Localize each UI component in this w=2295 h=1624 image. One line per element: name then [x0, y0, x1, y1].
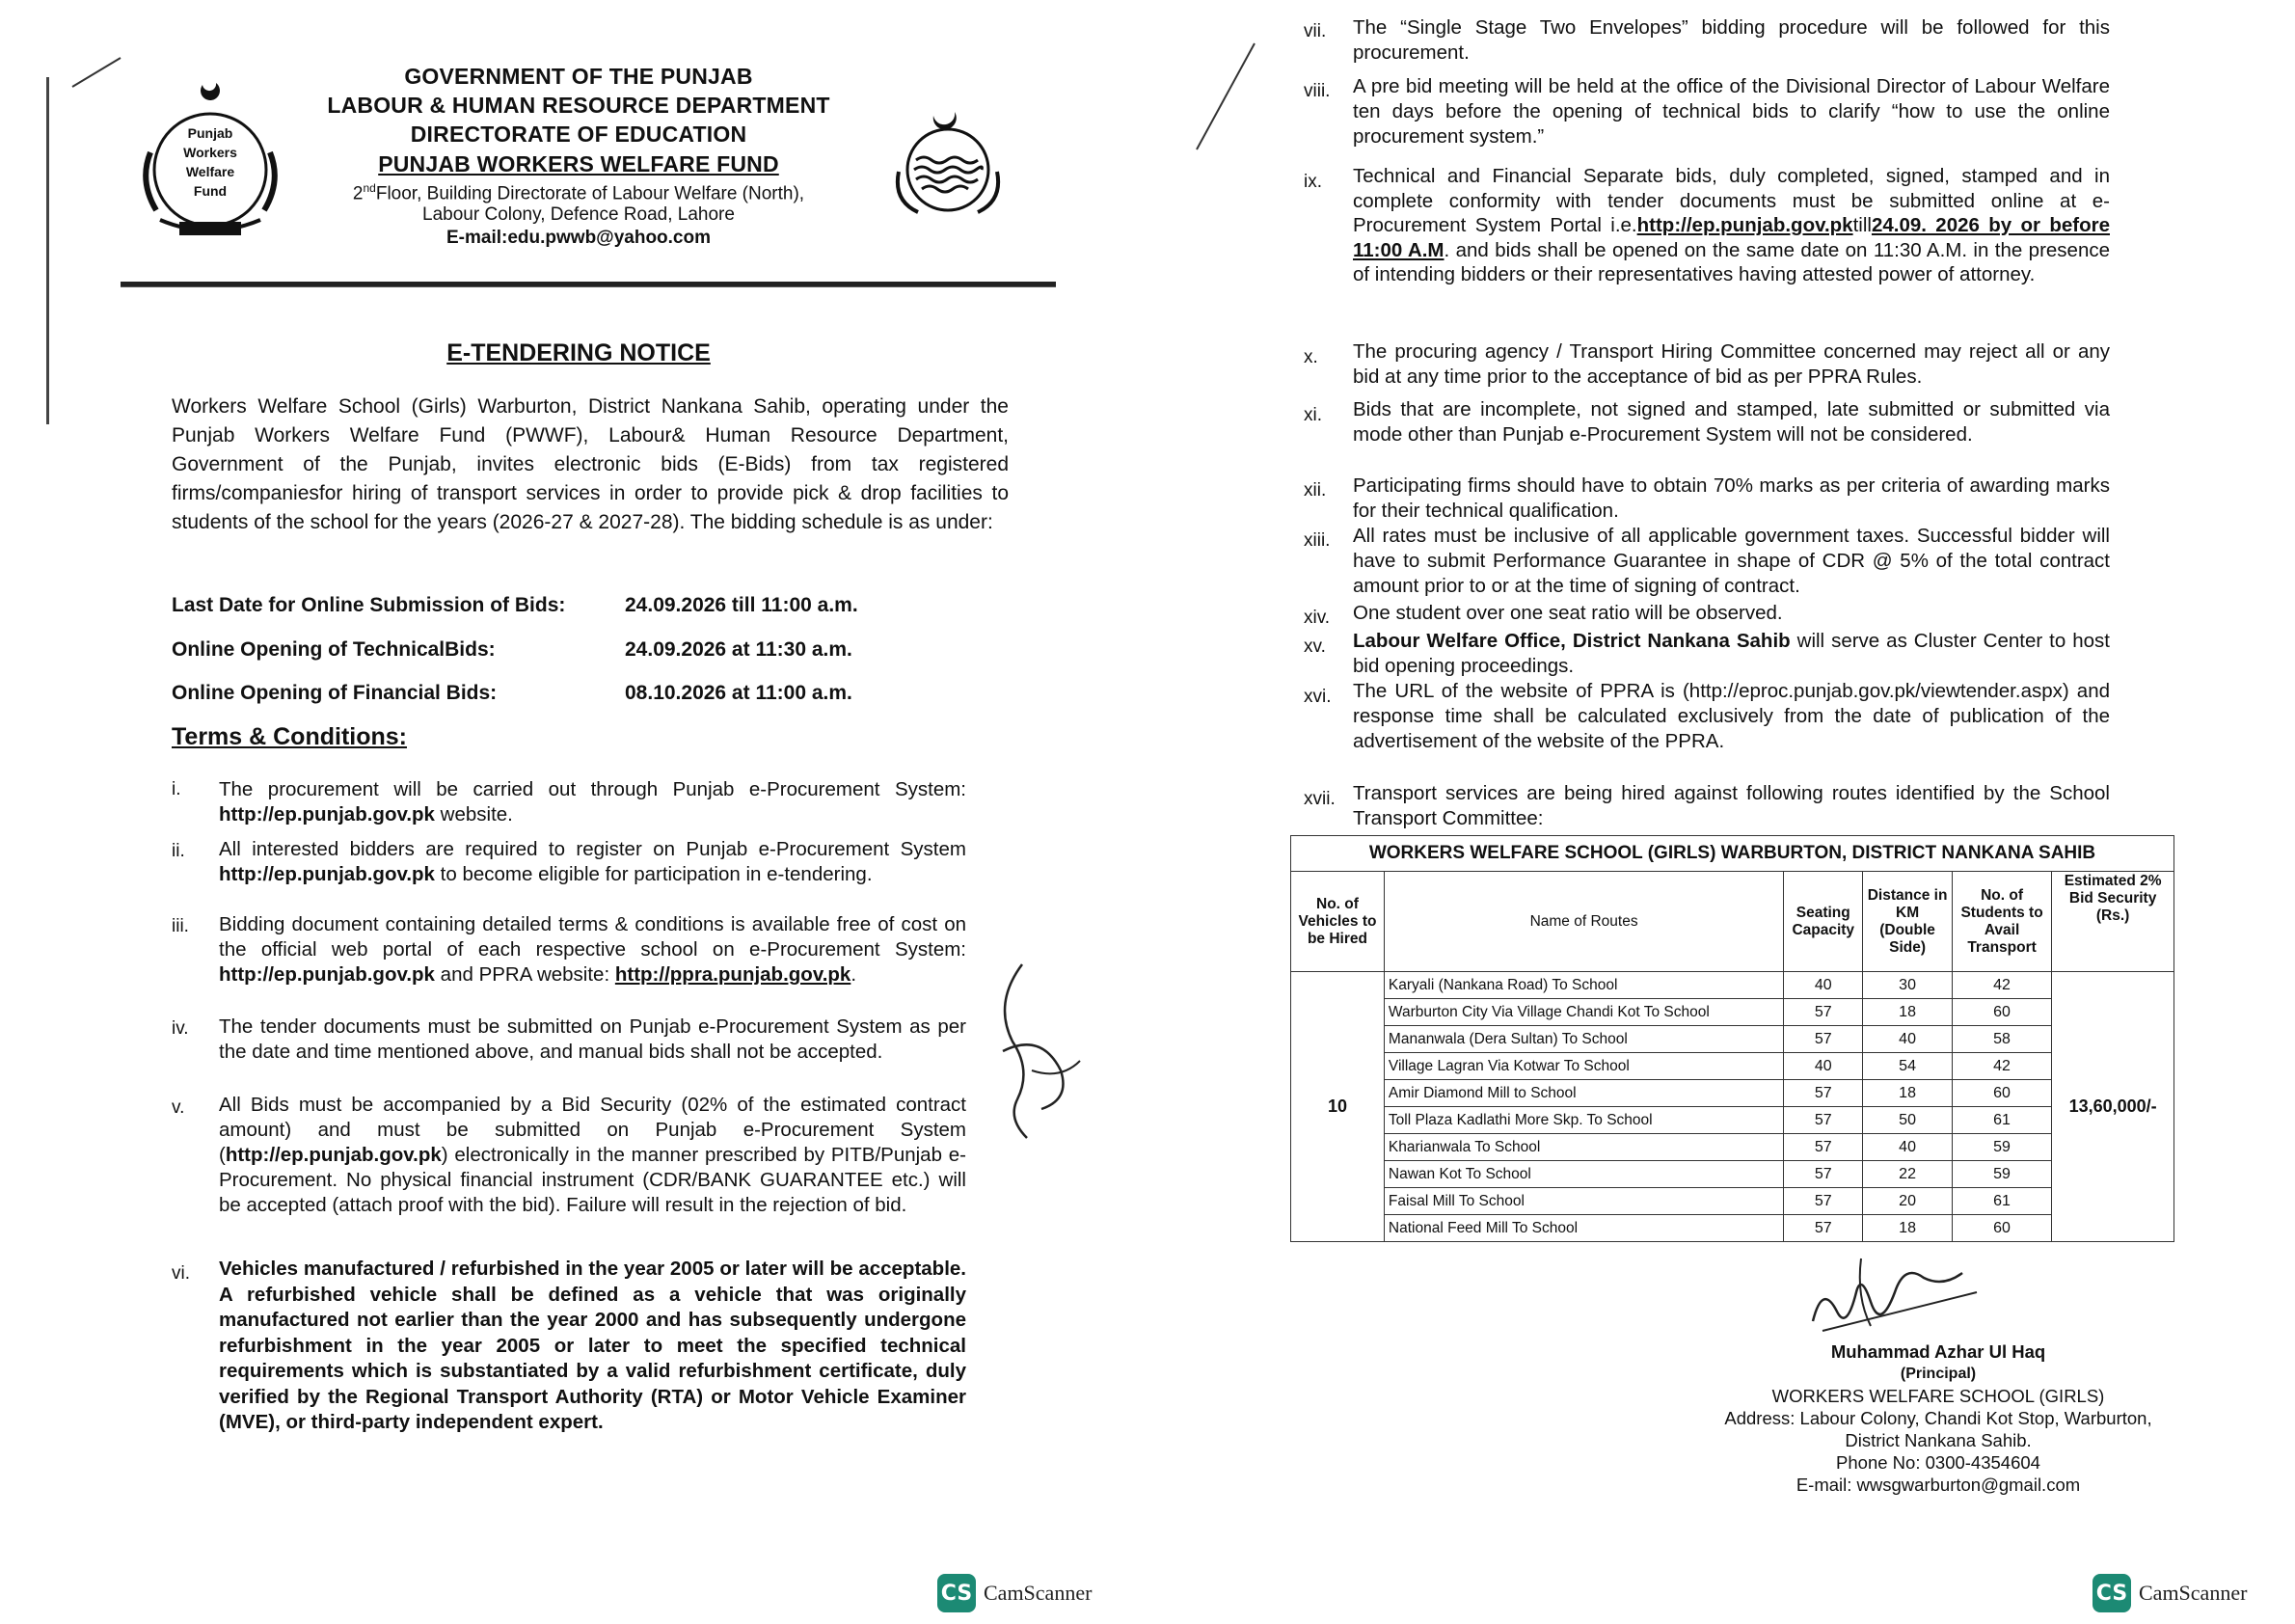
- cell-seats: 40: [1784, 972, 1863, 999]
- table-row: [1291, 1188, 2174, 1215]
- cell-route: Nawan Kot To School: [1384, 1161, 1783, 1188]
- header-address-line1: 2ndFloor, Building Directorate of Labour Welfare (North),: [352, 181, 805, 204]
- ep-link[interactable]: http://ep.punjab.gov.pk: [219, 963, 435, 986]
- camscanner-text: CamScanner: [984, 1581, 1093, 1605]
- cell-students: 61: [1952, 1107, 2051, 1134]
- cell-km: 30: [1863, 972, 1953, 999]
- col-header-seating: Seating Capacity: [1784, 872, 1863, 972]
- cell-km: 18: [1863, 1080, 1953, 1107]
- table-row: [1291, 972, 2174, 999]
- term-number: i.: [172, 779, 181, 799]
- table-title: WORKERS WELFARE SCHOOL (GIRLS) WARBURTON, DISTRICT NANKANA SAHIB: [1291, 836, 2174, 872]
- header-fund: PUNJAB WORKERS WELFARE FUND: [378, 151, 779, 176]
- ep-link[interactable]: http://ep.punjab.gov.pk: [219, 803, 435, 826]
- schedule-label: Online Opening of TechnicalBids:: [172, 638, 496, 661]
- term-number: xv.: [1304, 636, 1326, 657]
- table-row: [1291, 1080, 2174, 1107]
- terms-title: Terms & Conditions:: [172, 723, 407, 750]
- term-number: v.: [172, 1097, 185, 1118]
- cell-seats: 57: [1784, 1161, 1863, 1188]
- signatory-email: E-mail: wwsgwarburton@gmail.com: [1796, 1475, 2081, 1495]
- schedule-value: 24.09.2026 at 11:30 a.m.: [625, 638, 852, 661]
- table-row: [1291, 1161, 2174, 1188]
- schedule-value: 24.09.2026 till 11:00 a.m.: [625, 594, 858, 616]
- col-header-security: Estimated 2% Bid Security (Rs.): [2052, 872, 2174, 972]
- signatory-address-line2: District Nankana Sahib.: [1845, 1430, 2032, 1450]
- cell-students: 58: [1952, 1026, 2051, 1053]
- routes-table: [1290, 835, 2174, 1242]
- header-divider: [121, 282, 1056, 287]
- term-number: xvi.: [1304, 687, 1332, 707]
- camscanner-text: CamScanner: [2139, 1581, 2248, 1605]
- cell-seats: 57: [1784, 1215, 1863, 1242]
- cell-route: Village Lagran Via Kotwar To School: [1384, 1053, 1783, 1080]
- cell-seats: 57: [1784, 1188, 1863, 1215]
- schedule-row: [172, 682, 852, 705]
- logo-text-workers: Workers: [183, 145, 237, 160]
- signatory-org: WORKERS WELFARE SCHOOL (GIRLS): [1771, 1386, 2105, 1406]
- cell-security: 13,60,000/-: [2052, 972, 2174, 1242]
- cell-km: 18: [1863, 1215, 1953, 1242]
- term-vii: The “Single Stage Two Envelopes” bidding procedure will be followed for this procurement.: [1353, 16, 2110, 64]
- term-xv: Labour Welfare Office, District Nankana Sahib will serve as Cluster Center to host bid opening proceedings.: [1353, 630, 2110, 677]
- term-number: xii.: [1304, 480, 1327, 501]
- term-number: xiv.: [1304, 608, 1331, 628]
- term-xi: Bids that are incomplete, not signed and stamped, late submitted or submitted via mode other than Punjab e-Procurement System will not be considered.: [1353, 398, 2110, 446]
- handwritten-initials-mark: [984, 955, 1090, 1157]
- term-number: xi.: [1304, 405, 1322, 425]
- term-number: ii.: [172, 841, 185, 861]
- signatory-address-line1: Address: Labour Colony, Chandi Kot Stop, Warburton,: [1724, 1408, 2152, 1428]
- cell-seats: 40: [1784, 1053, 1863, 1080]
- table-row: [1291, 1215, 2174, 1242]
- notice-title: E-TENDERING NOTICE: [446, 339, 711, 366]
- cell-km: 54: [1863, 1053, 1953, 1080]
- term-number: iv.: [172, 1018, 189, 1039]
- table-row: [1291, 1107, 2174, 1134]
- table-row: [1291, 999, 2174, 1026]
- cell-students: 60: [1952, 1080, 2051, 1107]
- cell-seats: 57: [1784, 999, 1863, 1026]
- term-number: iii.: [172, 916, 189, 936]
- header-address-line2: Labour Colony, Defence Road, Lahore: [422, 204, 735, 225]
- cell-route: Toll Plaza Kadlathi More Skp. To School: [1384, 1107, 1783, 1134]
- col-header-vehicles: No. of Vehicles to be Hired: [1291, 872, 1385, 972]
- ppra-link[interactable]: http://ppra.punjab.gov.pk: [614, 963, 851, 986]
- ep-link[interactable]: http://ep.punjab.gov.pk: [219, 863, 435, 885]
- left-page: [0, 0, 1119, 1624]
- cell-route: Warburton City Via Village Chandi Kot To School: [1384, 999, 1783, 1026]
- term-number: vi.: [172, 1263, 190, 1284]
- handwritten-signature-mark: [1803, 1254, 1996, 1340]
- col-header-routes: Name of Routes: [1384, 872, 1783, 972]
- cell-km: 22: [1863, 1161, 1953, 1188]
- signatory-name: Muhammad Azhar Ul Haq: [1830, 1341, 2046, 1362]
- schedule-label: Online Opening of Financial Bids:: [172, 682, 498, 704]
- logo-text-punjab: Punjab: [187, 125, 233, 141]
- scan-edge-line: [46, 77, 49, 424]
- cell-vehicles: 10: [1291, 972, 1385, 1242]
- cell-route: Karyali (Nankana Road) To School: [1384, 972, 1783, 999]
- term-x: The procuring agency / Transport Hiring Committee concerned may reject all or any bid at any time prior to the acceptance of bid as per PPRA Rules.: [1353, 340, 2110, 388]
- camscanner-watermark: [937, 1574, 1092, 1612]
- term-number: viii.: [1304, 81, 1331, 101]
- camscanner-watermark: [2092, 1574, 2247, 1612]
- term-xii: Participating firms should have to obtain 70% marks as per criteria of awarding marks for their technical qualification.: [1353, 474, 2110, 522]
- header-email: E-mail:edu.pwwb@yahoo.com: [446, 228, 711, 248]
- term-xvi: The URL of the website of PPRA is (http://eproc.punjab.gov.pk/viewtender.aspx) and response time shall be calculated exclusively from the date of publication of the advertisement of the website of the PPRA.: [1353, 680, 2110, 752]
- term-v: All Bids must be accompanied by a Bid Security (02% of the estimated contract amount) and must be submitted on Punjab e-Procurement System (http://ep.punjab.gov.pk) electronically in the manner prescribed by PITB/Punjab e-Procurement. No physical financial instrument (CDR/BANK GUARANTEE etc.) will be accepted (attach proof with the bid). Failure will result in the rejection of bid.: [219, 1094, 966, 1216]
- header-directorate: DIRECTORATE OF EDUCATION: [410, 122, 747, 147]
- cell-seats: 57: [1784, 1107, 1863, 1134]
- cell-students: 59: [1952, 1134, 2051, 1161]
- cell-students: 60: [1952, 999, 2051, 1026]
- term-iii: Bidding document containing detailed terms & conditions is available free of cost on the official web portal of each respective school on e-Procurement System: http://ep.punjab.gov.pk and PPRA website: http://ppra.punjab.gov.pk.: [219, 913, 966, 986]
- logo-text-fund: Fund: [193, 183, 228, 199]
- cell-students: 60: [1952, 1215, 2051, 1242]
- cell-seats: 57: [1784, 1026, 1863, 1053]
- term-number: xiii.: [1304, 530, 1331, 551]
- camscanner-logo-icon: CS: [2092, 1574, 2131, 1612]
- notice-paragraph: Workers Welfare School (Girls) Warburton, District Nankana Sahib, operating under the Punjab Workers Welfare Fund (PWWF), Labour& Human Resource Department, Government of the Punjab, invites electronic bids (E-Bids) from tax registered firms/companiesfor hiring of transport services in order to provide pick & drop facilities to students of the school for the years (2026-27 & 2027-28). The bidding schedule is as under:: [172, 395, 1009, 533]
- term-ii: All interested bidders are required to register on Punjab e-Procurement System http://ep.punjab.gov.pk to become eligible for participation in e-tendering.: [219, 838, 966, 885]
- term-xiii: All rates must be inclusive of all applicable government taxes. Successful bidder will have to submit Performance Guarantee in shape of CDR @ 5% of the total contract amount prior to or at the time of signing of contract.: [1353, 525, 2110, 597]
- signatory-title: (Principal): [1900, 1366, 1977, 1382]
- cell-km: 20: [1863, 1188, 1953, 1215]
- scan-artifact-mark: [1192, 39, 1259, 154]
- schedule-row: [172, 594, 858, 617]
- term-xiv: One student over one seat ratio will be observed.: [1353, 602, 1783, 624]
- term-iv: The tender documents must be submitted on Punjab e-Procurement System as per the date and time mentioned above, and manual bids shall not be accepted.: [219, 1015, 966, 1063]
- header-dept: LABOUR & HUMAN RESOURCE DEPARTMENT: [327, 93, 830, 118]
- ep-link[interactable]: http://ep.punjab.gov.pk: [1636, 214, 1853, 236]
- cell-route: Kharianwala To School: [1384, 1134, 1783, 1161]
- term-number: vii.: [1304, 21, 1327, 41]
- schedule-label: Last Date for Online Submission of Bids:: [172, 594, 566, 616]
- term-xvii: Transport services are being hired against following routes identified by the School Transport Committee:: [1353, 782, 2110, 829]
- cell-students: 61: [1952, 1188, 2051, 1215]
- cell-students: 42: [1952, 972, 2051, 999]
- logo-text-welfare: Welfare: [185, 164, 235, 179]
- header-govt: GOVERNMENT OF THE PUNJAB: [404, 64, 753, 89]
- cell-seats: 57: [1784, 1134, 1863, 1161]
- col-header-distance: Distance in KM (Double Side): [1863, 872, 1953, 972]
- cell-km: 40: [1863, 1026, 1953, 1053]
- cell-students: 42: [1952, 1053, 2051, 1080]
- signature-block: [1639, 1340, 2237, 1496]
- table-row: [1291, 1026, 2174, 1053]
- term-ix: Technical and Financial Separate bids, duly completed, signed, stamped and in complete conformity with tender documents must be submitted online at e-Procurement System Portal i.e.http://ep.punjab.gov.pktill24.09. 2026 by or before 11:00 A.M. and bids shall be opened on the same date on 11:30 A.M. in the presence of intending bidders or their representatives having attested power of attorney.: [1353, 165, 2111, 285]
- col-header-students: No. of Students to Avail Transport: [1952, 872, 2051, 972]
- schedule-row: [172, 638, 852, 662]
- cell-route: National Feed Mill To School: [1384, 1215, 1783, 1242]
- term-i: The procurement will be carried out through Punjab e-Procurement System: http://ep.punjab.gov.pk website.: [219, 778, 966, 826]
- camscanner-logo-icon: CS: [937, 1574, 976, 1612]
- term-vi: Vehicles manufactured / refurbished in the year 2005 or later will be acceptable. A refurbished vehicle shall be defined as a vehicle that was originally manufactured not earlier than the year 2000 and has subsequently undergone refurbishment in the year 2005 or later to meet the specified technical requirements which is substantiated by a valid refurbishment certificate, duly verified by the Regional Transport Authority (RTA) or Motor Vehicle Examiner (MVE), or third-party independent expert.: [219, 1258, 966, 1433]
- cell-route: Amir Diamond Mill to School: [1384, 1080, 1783, 1107]
- term-number: x.: [1304, 347, 1318, 367]
- scan-artifact-mark: [68, 53, 125, 92]
- cell-km: 50: [1863, 1107, 1953, 1134]
- signatory-phone: Phone No: 0300-4354604: [1836, 1452, 2040, 1473]
- table-row: [1291, 1134, 2174, 1161]
- term-viii: A pre bid meeting will be held at the office of the Divisional Director of Labour Welfare ten days before the opening of technical bids to clarify “how to use the online procurement system.”: [1353, 75, 2110, 148]
- deadline-text: 24.09. 2026 by or before 11:00 A.M: [1353, 214, 2110, 261]
- cell-students: 59: [1952, 1161, 2051, 1188]
- schedule-value: 08.10.2026 at 11:00 a.m.: [625, 682, 852, 704]
- table-row: [1291, 1053, 2174, 1080]
- ep-link[interactable]: http://ep.punjab.gov.pk: [225, 1144, 442, 1166]
- table-header-row: [1291, 872, 2174, 972]
- cell-seats: 57: [1784, 1080, 1863, 1107]
- cell-km: 18: [1863, 999, 1953, 1026]
- term-number: ix.: [1304, 172, 1322, 192]
- cell-route: Mananwala (Dera Sultan) To School: [1384, 1026, 1783, 1053]
- cell-km: 40: [1863, 1134, 1953, 1161]
- term-number: xvii.: [1304, 789, 1336, 809]
- cell-route: Faisal Mill To School: [1384, 1188, 1783, 1215]
